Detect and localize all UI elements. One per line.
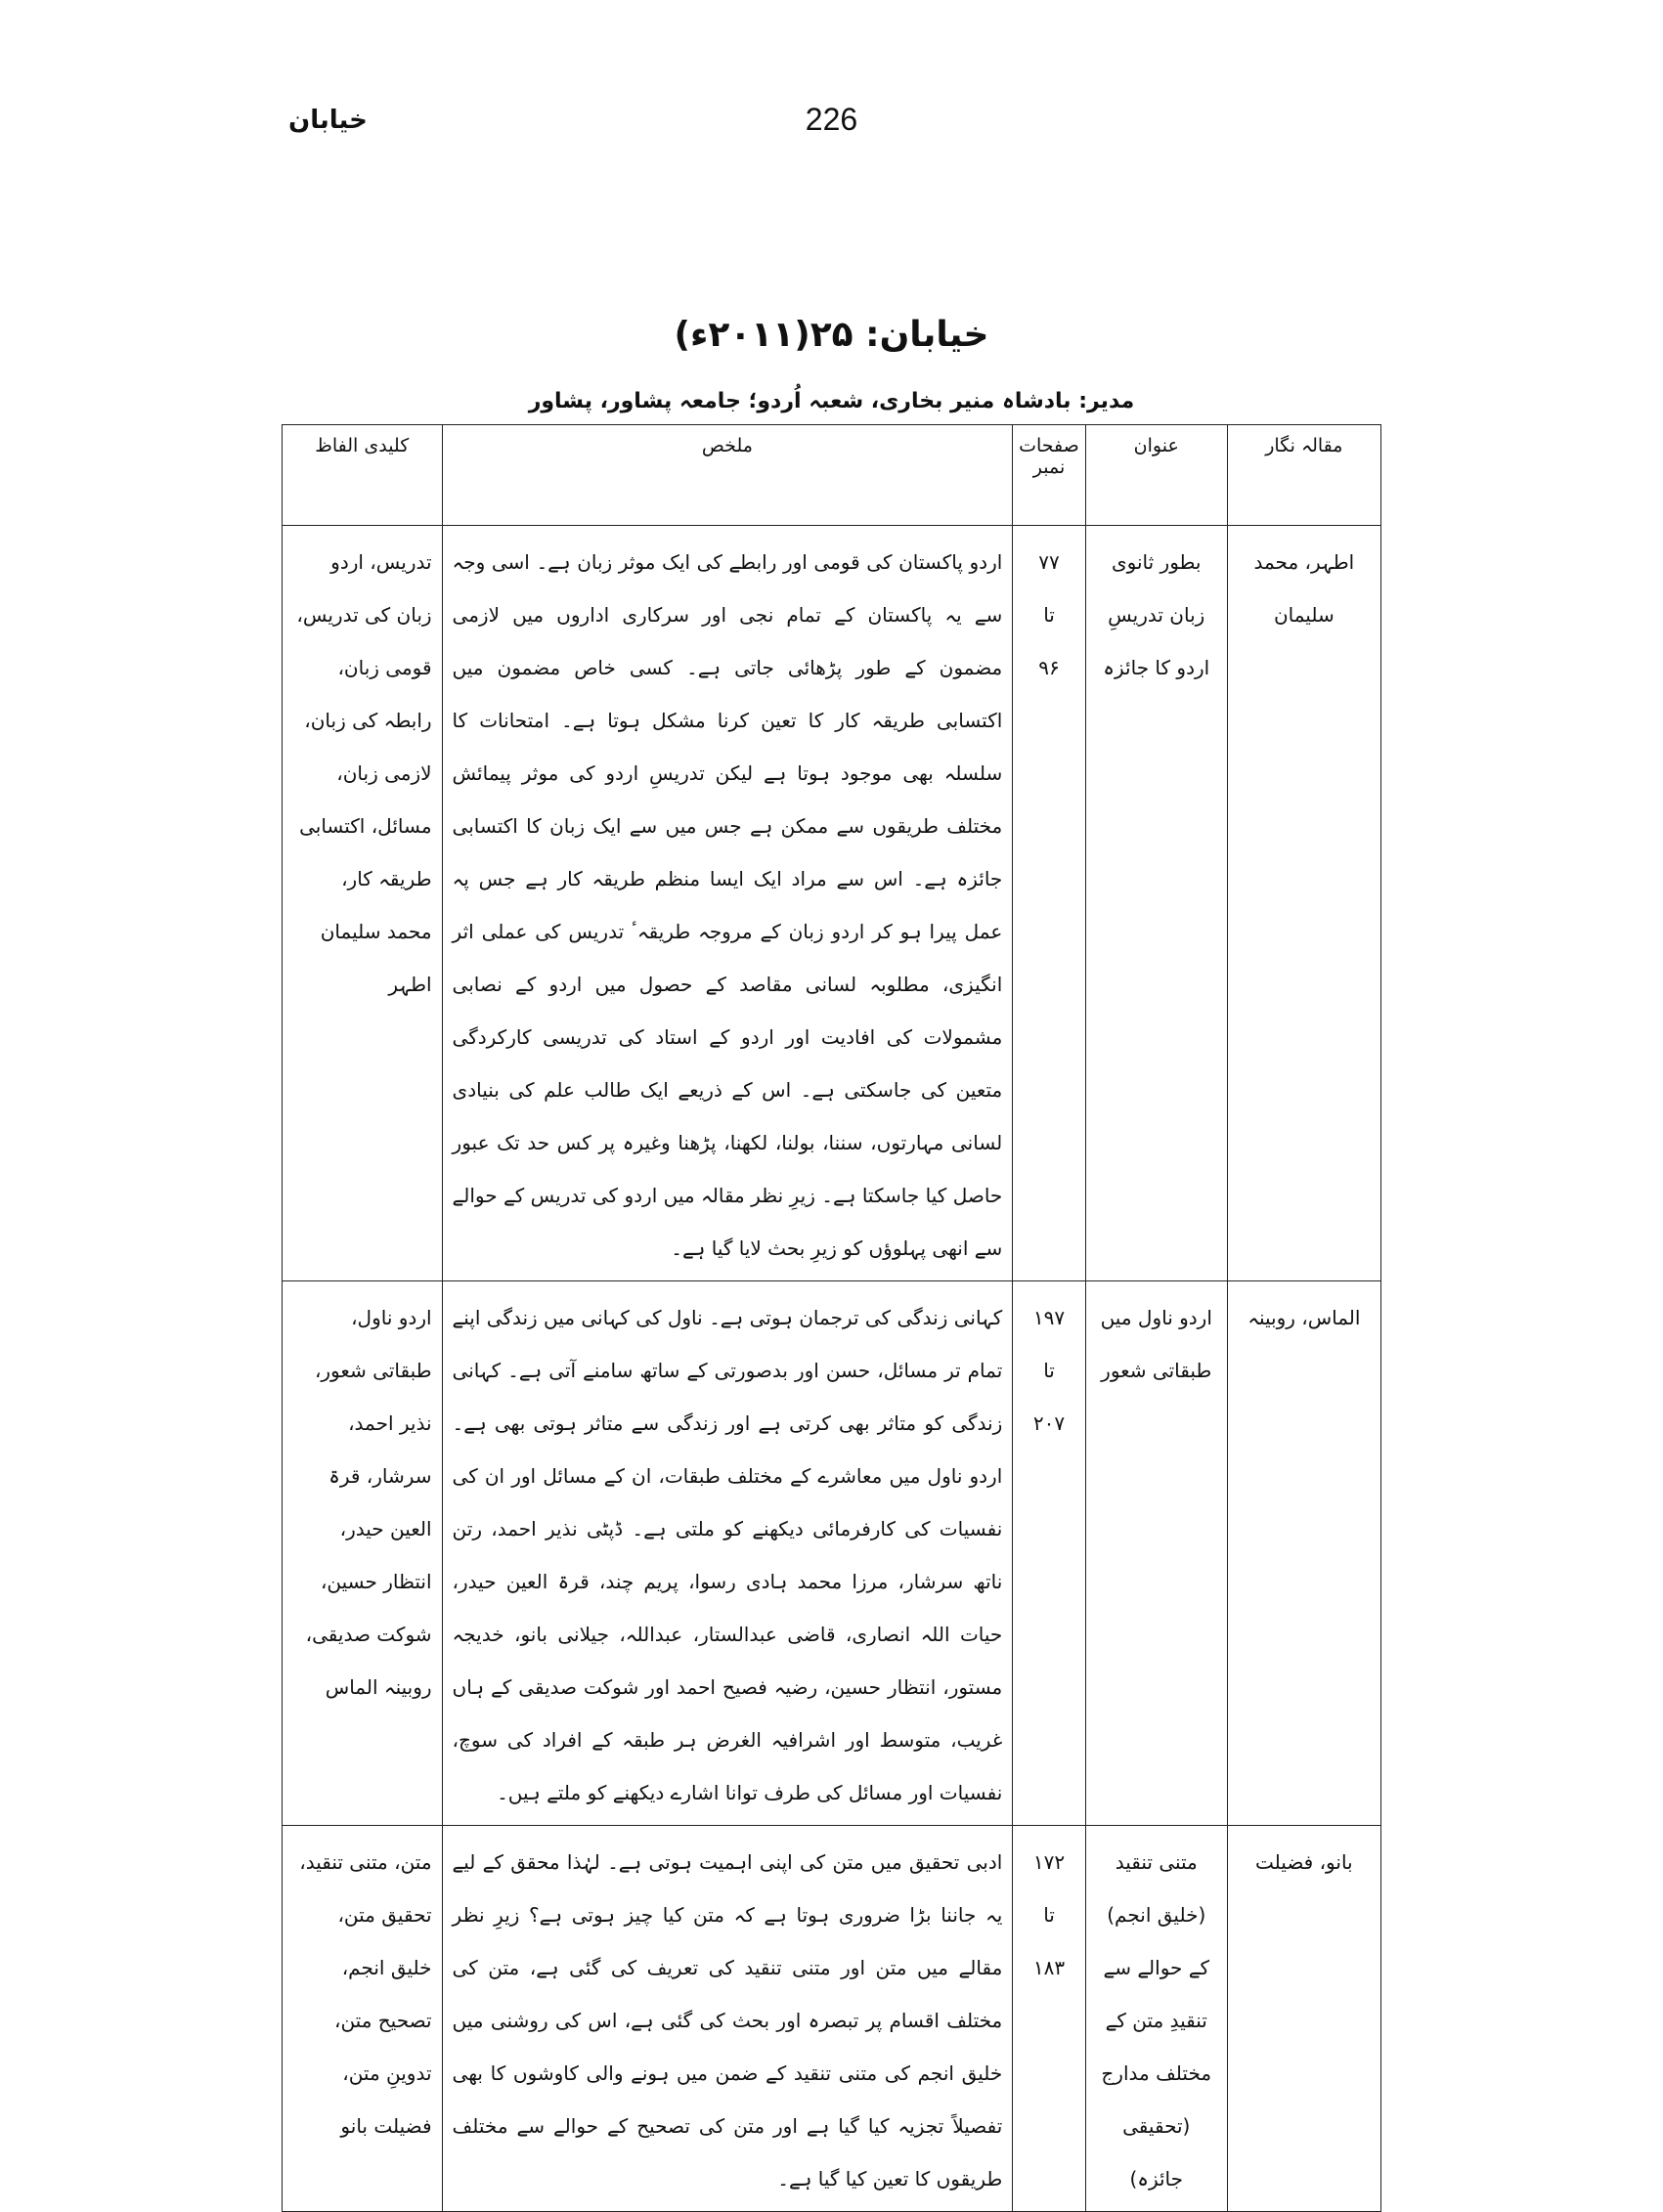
table-row — [283, 526, 1381, 1281]
author-cell: بانو، فضیلت — [1227, 1826, 1380, 2212]
pages-cell — [1013, 526, 1086, 1281]
page-start: ۷۷ — [1038, 550, 1060, 574]
page-start: ۱۹۷ — [1032, 1306, 1066, 1329]
journal-name: خیابان — [288, 106, 368, 135]
page-separator: تا — [1043, 1903, 1055, 1927]
header-summary: ملخص — [442, 425, 1013, 526]
header-author: مقالہ نگار — [1227, 425, 1380, 526]
title-cell: اردو ناول میں طبقاتی شعور — [1085, 1281, 1227, 1826]
page-end: ۹۶ — [1038, 656, 1060, 679]
pages-cell — [1013, 1281, 1086, 1826]
summary-cell: اردو پاکستان کی قومی اور رابطے کی ایک موثر زبان ہے۔ اسی وجہ سے یہ پاکستان کے تمام نجی اور سرکاری اداروں میں لازمی مضمون کے طور پڑھائی جاتی ہے۔ کسی خاص مضمون میں اکتسابی طریقہ کار کا تعین کرنا مشکل ہوتا ہے۔ امتحانات کا سلسلہ بھی موجود ہوتا ہے لیکن تدریسِ اردو کی موثر پیمائش مختلف طریقوں سے ممکن ہے جس میں سے ایک زبان کا اکتسابی جائزہ ہے۔ اس سے مراد ایک ایسا منظم طریقہ کار ہے جس پہ عمل پیرا ہو کر اردو زبان کے مروجہ طریقہٴ تدریس کی عملی اثر انگیزی، مطلوبہ لسانی مقاصد کے حصول میں اردو کے نصابی مشمولات کی افادیت اور اردو کے استاد کی تدریسی کارکردگی متعین کی جاسکتی ہے۔ اس کے ذریعے ایک طالب علم کی بنیادی لسانی مہارتوں، سننا، بولنا، لکھنا، پڑھنا وغیرہ پر کس حد تک عبور حاصل کیا جاسکتا ہے۔ زیرِ نظر مقالہ میں اردو کی تدریس کے حوالے سے انھی پہلوؤں کو زیرِ بحث لایا گیا ہے۔ — [442, 526, 1013, 1281]
title-cell: بطور ثانوی زبان تدریسِ اردو کا جائزہ — [1085, 526, 1227, 1281]
keywords-cell: متن، متنی تنقید، تحقیق متن، خلیق انجم، تصحیح متن، تدوینِ متن، فضیلت بانو — [283, 1826, 443, 2212]
keywords-cell: تدریس، اردو زبان کی تدریس، قومی زبان، رابطہ کی زبان، لازمی زبان، مسائل، اکتسابی طریقہ کار، محمد سلیمان اطہر — [283, 526, 443, 1281]
editor-line: مدیر: بادشاہ منیر بخاری، شعبہ اُردو؛ جامعہ پشاور، پشاور — [528, 389, 1135, 413]
keywords-cell: اردو ناول، طبقاتی شعور، نذیر احمد، سرشار، قرۃ العین حیدر، انتظار حسین، شوکت صدیقی، روبینہ الماس — [283, 1281, 443, 1826]
table-header-row — [283, 425, 1381, 526]
author-cell: اطہر، محمد سلیمان — [1227, 526, 1380, 1281]
table-row — [283, 1281, 1381, 1826]
pages-cell — [1013, 1826, 1086, 2212]
page-separator: تا — [1043, 1359, 1055, 1382]
page-number: 226 — [805, 102, 858, 137]
table-row — [283, 1826, 1381, 2212]
issue-title: خیابان: ۲۵(۲۰۱۱ء) — [674, 315, 989, 355]
header-keywords: کلیدی الفاظ — [283, 425, 443, 526]
page-end: ۲۰۷ — [1032, 1411, 1066, 1435]
header-title: عنوان — [1085, 425, 1227, 526]
page-start: ۱۷۲ — [1032, 1850, 1066, 1874]
page-end: ۱۸۳ — [1032, 1956, 1066, 1979]
author-cell: الماس، روبینہ — [1227, 1281, 1380, 1826]
articles-table — [282, 424, 1381, 2212]
summary-cell: ادبی تحقیق میں متن کی اپنی اہمیت ہوتی ہے۔ لہٰذا محقق کے لیے یہ جاننا بڑا ضروری ہوتا ہے کہ متن کیا چیز ہوتی ہے؟ زیرِ نظر مقالے میں متن اور متنی تنقید کی تعریف کی گئی ہے، متن کی مختلف اقسام پر تبصرہ اور بحث کی گئی ہے، اس کی روشنی میں خلیق انجم کی متنی تنقید کے ضمن میں ہونے والی کاوشوں کا بھی تفصیلاً تجزیہ کیا گیا ہے اور متن کی تصحیح کے حوالے سے مختلف طریقوں کا تعین کیا گیا ہے۔ — [442, 1826, 1013, 2212]
summary-cell: کہانی زندگی کی ترجمان ہوتی ہے۔ ناول کی کہانی میں زندگی اپنے تمام تر مسائل، حسن اور بدصورتی کے ساتھ سامنے آتی ہے۔ کہانی زندگی کو متاثر بھی کرتی ہے اور زندگی سے متاثر ہوتی بھی ہے۔ اردو ناول میں معاشرے کے مختلف طبقات، ان کے مسائل اور ان کی نفسیات کی کارفرمائی دیکھنے کو ملتی ہے۔ ڈپٹی نذیر احمد، رتن ناتھ سرشار، مرزا محمد ہادی رسوا، پریم چند، قرۃ العین حیدر، حیات اللہ انصاری، قاضی عبدالستار، عبداللہ، جیلانی بانو، خدیجہ مستور، انتظار حسین، رضیہ فصیح احمد اور شوکت صدیقی کے ہاں غریب، متوسط اور اشرافیہ الغرض ہر طبقہ کے افراد کی سوچ، نفسیات اور مسائل کی طرف توانا اشارے دیکھنے کو ملتے ہیں۔ — [442, 1281, 1013, 1826]
title-cell: متنی تنقید (خلیق انجم) کے حوالے سے تنقیدِ متن کے مختلف مدارج (تحقیقی جائزہ) — [1085, 1826, 1227, 2212]
page-separator: تا — [1043, 603, 1055, 627]
header-pages: صفحات نمبر — [1013, 425, 1086, 526]
